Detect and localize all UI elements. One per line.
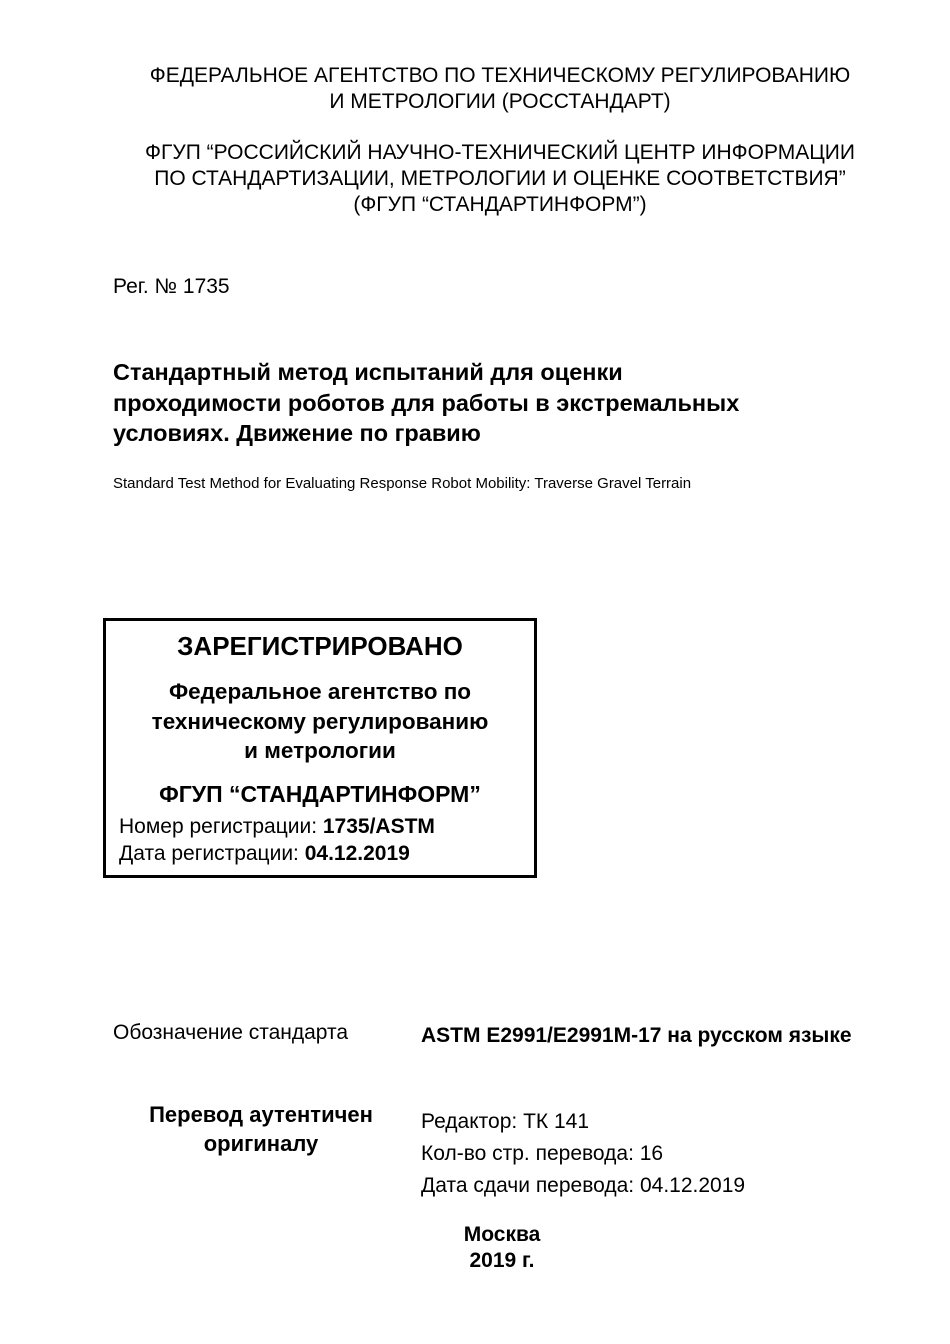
designation-label: Обозначение стандарта xyxy=(113,1021,349,1044)
designation-value: ASTM E2991/E2991M-17 на русском языке xyxy=(421,1024,852,1047)
registration-stamp xyxy=(103,618,537,878)
center-org-header xyxy=(0,140,950,218)
agency-line: ФЕДЕРАЛЬНОЕ АГЕНТСТВО ПО ТЕХНИЧЕСКОМУ РЕГУЛИРОВАНИЮ xyxy=(149,64,851,87)
center-org-line: (ФГУП “СТАНДАРТИНФОРМ”) xyxy=(353,193,647,216)
authentic-translation-note xyxy=(126,1100,396,1158)
stamp-agency-line: техническому регулированию xyxy=(151,708,489,734)
title-line: условиях. Движение по гравию xyxy=(113,420,481,446)
registration-number: Рег. № 1735 xyxy=(113,275,230,298)
authentic-line: оригиналу xyxy=(203,1131,319,1156)
stamp-reg-label: Номер регистрации: xyxy=(119,815,323,838)
editor-info: Редактор: ТК 141 xyxy=(421,1110,589,1133)
authentic-line: Перевод аутентичен xyxy=(149,1102,373,1127)
agency-line: И МЕТРОЛОГИИ (РОССТАНДАРТ) xyxy=(329,90,671,113)
center-org-line: ФГУП “РОССИЙСКИЙ НАУЧНО-ТЕХНИЧЕСКИЙ ЦЕНТР ИНФОРМАЦИИ xyxy=(145,141,855,164)
city: Москва xyxy=(463,1223,541,1246)
stamp-date-line xyxy=(119,841,410,867)
place-and-year xyxy=(402,1222,602,1274)
stamp-reg-value: 1735/ASTM xyxy=(322,815,435,838)
page-count-info: Кол-во стр. перевода: 16 xyxy=(421,1142,664,1165)
title-line: проходимости роботов для работы в экстремальных xyxy=(113,389,740,416)
stamp-agency xyxy=(106,677,534,766)
document-title-en: Standard Test Method for Evaluating Response Robot Mobility: Traverse Gravel Terrain xyxy=(113,475,692,492)
stamp-org: ФГУП “СТАНДАРТИНФОРМ” xyxy=(159,781,481,807)
stamp-heading: ЗАРЕГИСТРИРОВАНО xyxy=(177,631,463,661)
year: 2019 г. xyxy=(469,1249,535,1272)
center-org-line: ПО СТАНДАРТИЗАЦИИ, МЕТРОЛОГИИ И ОЦЕНКЕ СООТВЕТСТВИЯ” xyxy=(154,167,846,190)
stamp-date-label: Дата регистрации: xyxy=(119,842,305,865)
stamp-agency-line: и метрологии xyxy=(244,738,396,763)
stamp-agency-line: Федеральное агентство по xyxy=(168,679,472,704)
agency-header xyxy=(0,63,950,115)
stamp-date-value: 04.12.2019 xyxy=(304,842,410,865)
stamp-reg-line xyxy=(119,814,435,840)
document-title-ru xyxy=(113,357,739,449)
title-line: Стандартный метод испытаний для оценки xyxy=(113,359,623,385)
submission-date-info: Дата сдачи перевода: 04.12.2019 xyxy=(421,1174,746,1197)
